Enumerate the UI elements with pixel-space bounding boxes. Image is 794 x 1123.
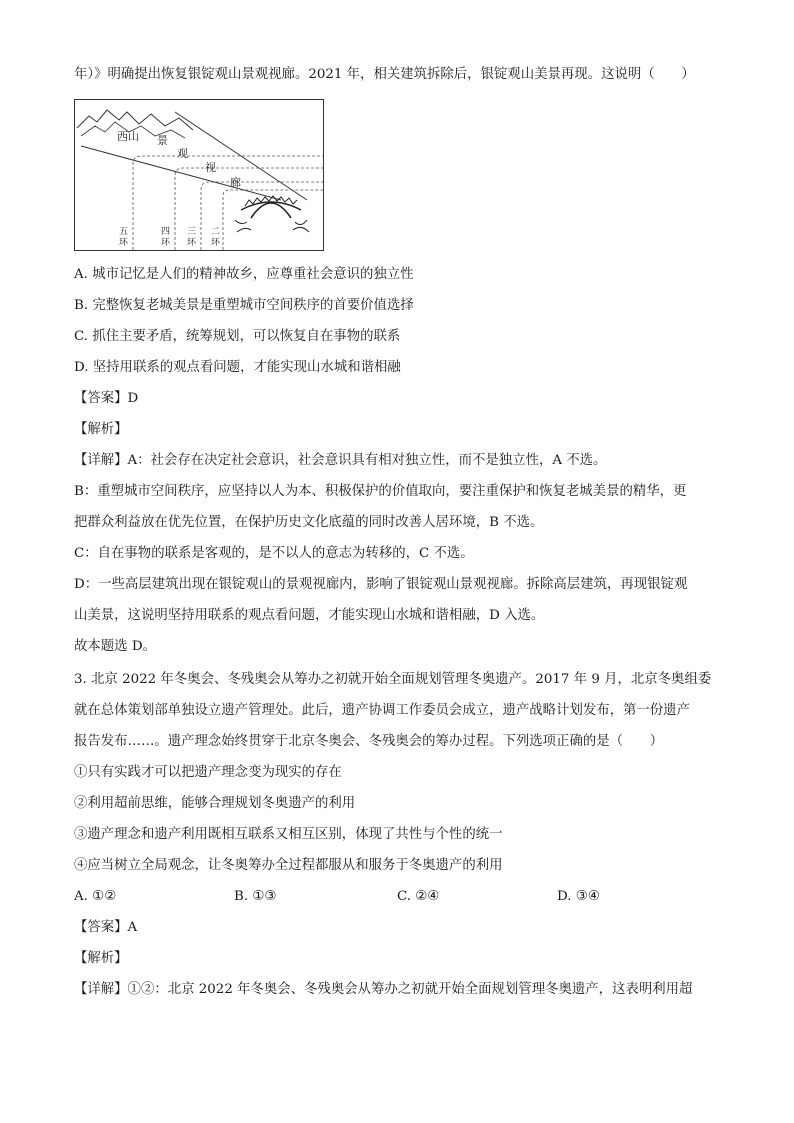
q3-statement-2: ②利用超前思维，能够合理规划冬奥遗产的利用 — [74, 796, 356, 811]
q2-stem-tail: 年）》明确提出恢复银锭观山景观视廊。2021 年，相关建筑拆除后，银锭观山美景再现。这说明（ ） — [74, 67, 695, 82]
label-guan: 观 — [177, 147, 188, 160]
ring-4-char-1: 四 — [161, 227, 171, 237]
label-shi: 视 — [205, 161, 216, 174]
q3-detail-line-1: 【详解】①②：北京 2022 年冬奥会、冬残奥会从筹办之初就开始全面规划管理冬奥遗产，这表明利用超 — [74, 982, 693, 997]
water-right — [295, 220, 307, 225]
landscape-corridor-figure — [74, 99, 324, 251]
q2-detail-line-4: C：自在事物的联系是客观的，是不以人的意志为转移的，C 不选。 — [74, 546, 474, 561]
q3-statement-1: ①只有实践才可以把遗产理念变为现实的存在 — [74, 765, 342, 780]
q2-detail-line-1: 【详解】A：社会存在决定社会意识，社会意识具有相对独立性，而不是独立性，A 不选。 — [74, 453, 607, 468]
q2-option-c: C. 抓住主要矛盾，统筹规划，可以恢复自在事物的联系 — [74, 329, 401, 344]
q3-answer: 【答案】A — [74, 920, 138, 935]
label-ring-4 — [161, 226, 171, 248]
q3-statement-4: ④应当树立全局观念，让冬奥筹办全过程都服从和服务于冬奥遗产的利用 — [74, 858, 503, 873]
ring-2-char-2: 环 — [211, 238, 221, 248]
q2-option-b: B. 完整恢复老城美景是重塑城市空间秩序的首要价值选择 — [74, 298, 414, 313]
q2-analysis-heading: 【解析】 — [74, 422, 128, 437]
ring-3-char-1: 三 — [187, 227, 197, 237]
q3-stem-line-3: 报告发布……。遗产理念始终贯穿于北京冬奥会、冬残奥会的筹办过程。下列选项正确的是（ ） — [74, 734, 664, 749]
bank-right — [293, 227, 309, 232]
q3-statement-3: ③遗产理念和遗产利用既相互联系又相互区别，体现了共性与个性的统一 — [74, 827, 503, 842]
label-lang: 廊 — [230, 176, 241, 189]
bank-left — [237, 228, 251, 232]
q2-answer: 【答案】D — [74, 391, 139, 406]
q3-choice-b: B. ①③ — [234, 889, 277, 904]
q3-stem-line-2: 就在总体策划部单独设立遗产管理处。此后，遗产协调工作委员会成立，遗产战略计划发布，第一份遗产 — [74, 703, 690, 718]
label-ring-5 — [119, 226, 129, 248]
label-ring-2 — [211, 227, 221, 248]
q2-detail-line-7: 故本题选 D。 — [74, 639, 156, 654]
q2-detail-line-3: 把群众利益放在优先位置，在保护历史文化底蕴的同时改善人居环境，B 不选。 — [74, 515, 544, 530]
ring-2-char-1: 二 — [211, 227, 221, 237]
ring-3-char-2: 环 — [187, 238, 197, 248]
ring-5-char-2: 环 — [119, 238, 129, 248]
ring-4-char-2: 环 — [161, 238, 171, 248]
q2-detail-line-5: D：一些高层建筑出现在银锭观山的景观视廊内，影响了银锭观山景观视廊。拆除高层建筑，再现银锭观 — [74, 577, 688, 592]
ring-4-dashed — [175, 168, 323, 250]
corridor-diagram — [75, 100, 325, 252]
q2-detail-line-6: 山美景，这说明坚持用联系的观点看问题，才能实现山水城和谐相融，D 入选。 — [74, 608, 545, 623]
q2-detail-line-2: B：重塑城市空间秩序，应坚持以人为本、积极保护的价值取向，要注重保护和恢复老城美景的精华，更 — [74, 484, 687, 499]
q2-option-a: A. 城市记忆是人们的精神故乡，应尊重社会意识的独立性 — [74, 267, 414, 282]
q3-choice-a: A. ①② — [74, 889, 117, 904]
yinding-bridge-arch — [251, 203, 291, 218]
q3-analysis-heading: 【解析】 — [74, 951, 128, 966]
q3-choice-c: C. ②④ — [397, 889, 440, 904]
label-ring-3 — [187, 226, 197, 248]
q3-stem-line-1: 3. 北京 2022 年冬奥会、冬残奥会从筹办之初就开始全面规划管理冬奥遗产。2017 年 9 月，北京冬奥组委 — [74, 672, 712, 687]
ring-5-char-1: 五 — [119, 227, 129, 237]
q3-choice-d: D. ③④ — [557, 889, 600, 904]
label-jing: 景 — [157, 134, 168, 147]
water-left — [235, 220, 247, 224]
q2-option-d: D. 坚持用联系的观点看问题，才能实现山水城和谐相融 — [74, 360, 401, 375]
ring-2-dashed — [223, 190, 323, 250]
label-western-hills: 西山 — [117, 130, 139, 143]
